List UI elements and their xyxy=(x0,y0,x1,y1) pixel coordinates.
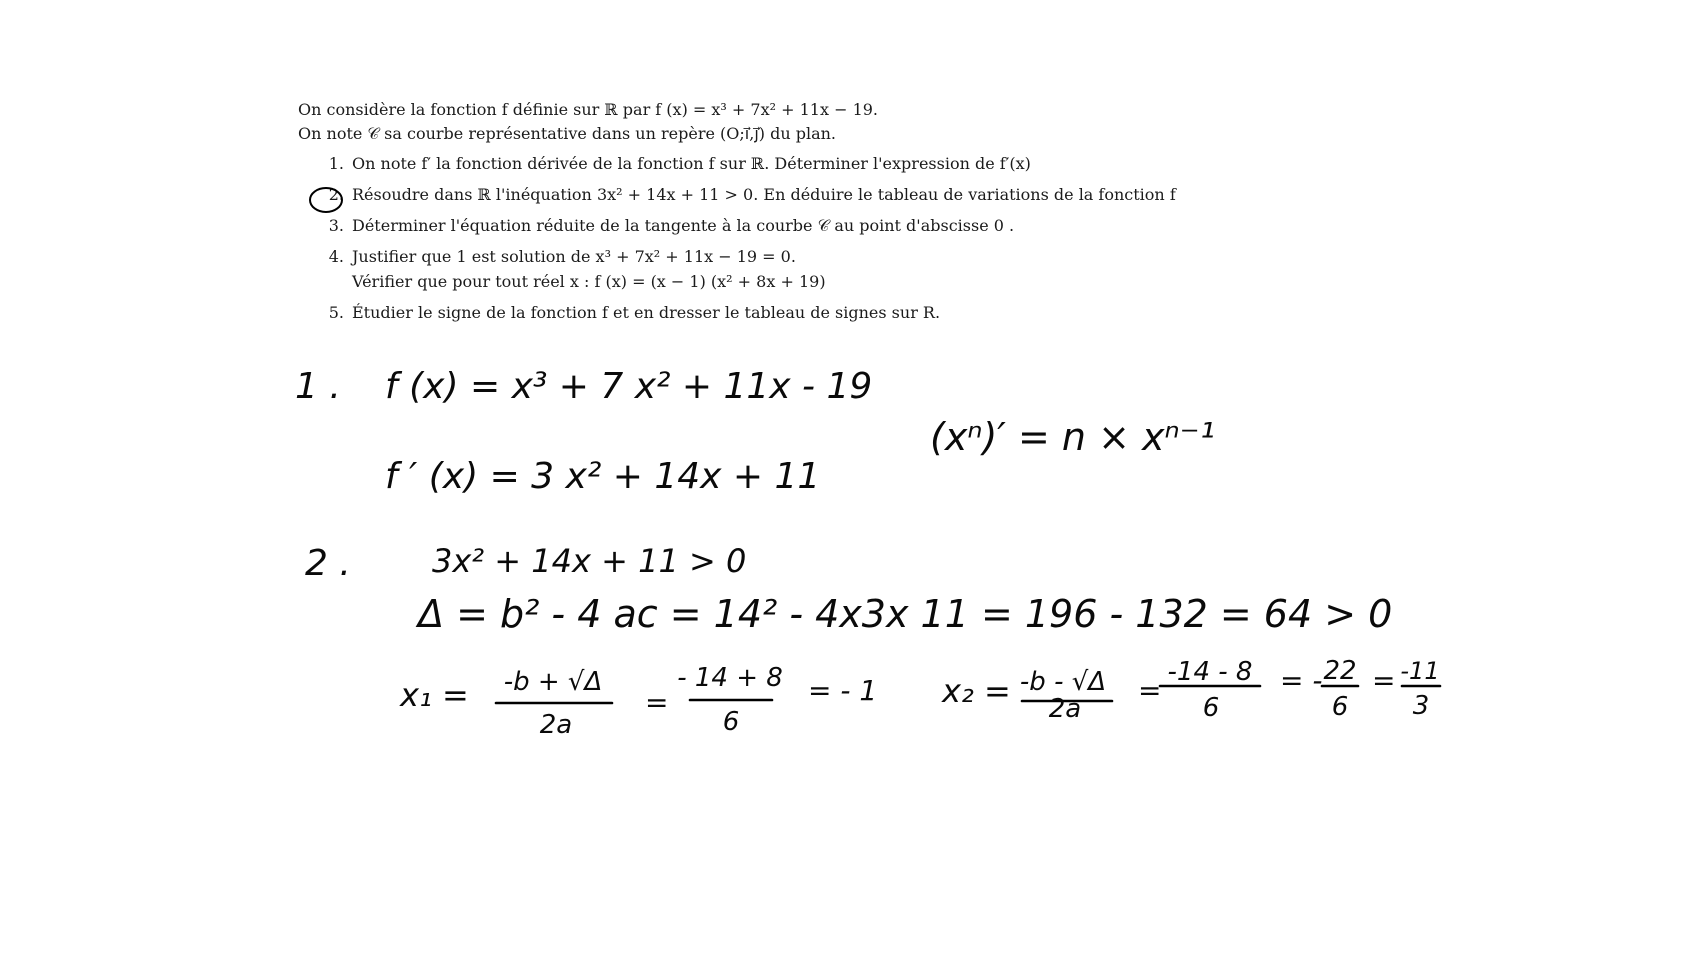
hw-x1-numerator-2: - 14 + 8 xyxy=(677,663,783,693)
intro-line-1: On considère la fonction f définie sur ℝ par f (x) = x³ + 7x² + 11x − 19. xyxy=(298,100,879,119)
hand-circle-mark xyxy=(310,188,342,212)
hw-x2-equals-3: = xyxy=(1372,664,1396,697)
question-text: Justifier que 1 est solution de x³ + 7x² + 11x − 19 = 0. xyxy=(352,247,796,266)
question-text: On note f′ la fonction dérivée de la fonction f sur ℝ. Déterminer l'expression de f′(x) xyxy=(352,154,1031,173)
hw-power-rule-note: (xⁿ)′ = n × xⁿ⁻¹ xyxy=(930,415,1215,459)
hw-inequation: 3x² + 14x + 11 > 0 xyxy=(432,542,747,580)
question-number: 5. xyxy=(328,303,344,322)
question-number: 1. xyxy=(328,154,344,173)
hw-x2-numerator-2: -14 - 8 xyxy=(1167,657,1253,687)
hw-x1-numerator: -b + √Δ xyxy=(503,667,603,697)
hw-x1-result: = - 1 xyxy=(808,674,878,707)
hw-x2-denominator-2: 6 xyxy=(1202,693,1220,723)
hw-x1-equals: = xyxy=(645,686,669,719)
hw-x2-equals: = xyxy=(1138,674,1162,707)
question-text: Étudier le signe de la fonction f et en dresser le tableau de signes sur R. xyxy=(352,303,941,322)
hw-derivative: f ′ (x) = 3 x² + 14x + 11 xyxy=(385,456,821,497)
question-text: Déterminer l'équation réduite de la tangente à la courbe 𝒞 au point d'abscisse 0 . xyxy=(352,216,1015,235)
question-text-continued: Vérifier que pour tout réel x : f (x) = (x − 1) (x² + 8x + 19) xyxy=(352,272,826,291)
hw-x2-numerator-3: 22 xyxy=(1323,656,1357,686)
hw-x2-label: x₂ = xyxy=(942,672,1011,710)
question-text: Résoudre dans ℝ l'inéquation 3x² + 14x + 11 > 0. En déduire le tableau de variations de la fonction f xyxy=(352,185,1176,204)
hw-x1-label: x₁ = xyxy=(400,676,469,714)
intro-line-2: On note 𝒞 sa courbe représentative dans un repère (O;i⃗,j⃗) du plan. xyxy=(298,124,837,143)
hw-x2-denominator: 2a xyxy=(1048,694,1082,724)
hw-discriminant: Δ = b² - 4 ac = 14² - 4x3x 11 = 196 - 132 = 64 > 0 xyxy=(418,592,1393,636)
hw-q2-label: 2 . xyxy=(305,543,351,584)
hw-x2-numerator-4: -11 xyxy=(1400,657,1440,685)
hw-q1-label: 1 . xyxy=(295,366,341,407)
hw-x2-numerator: -b - √Δ xyxy=(1019,667,1107,697)
hw-x1-denominator: 2a xyxy=(539,710,573,740)
hw-x2-denominator-4: 3 xyxy=(1412,691,1430,721)
hw-x2-denominator-3: 6 xyxy=(1331,692,1349,722)
question-number-circled: 2. xyxy=(328,185,344,204)
hw-x1-denominator-2: 6 xyxy=(722,707,740,737)
question-number: 4. xyxy=(328,247,344,266)
hw-x2-equals-2: = - xyxy=(1280,664,1323,697)
hw-function-definition: f (x) = x³ + 7 x² + 11x - 19 xyxy=(385,366,873,407)
question-number: 3. xyxy=(328,216,344,235)
